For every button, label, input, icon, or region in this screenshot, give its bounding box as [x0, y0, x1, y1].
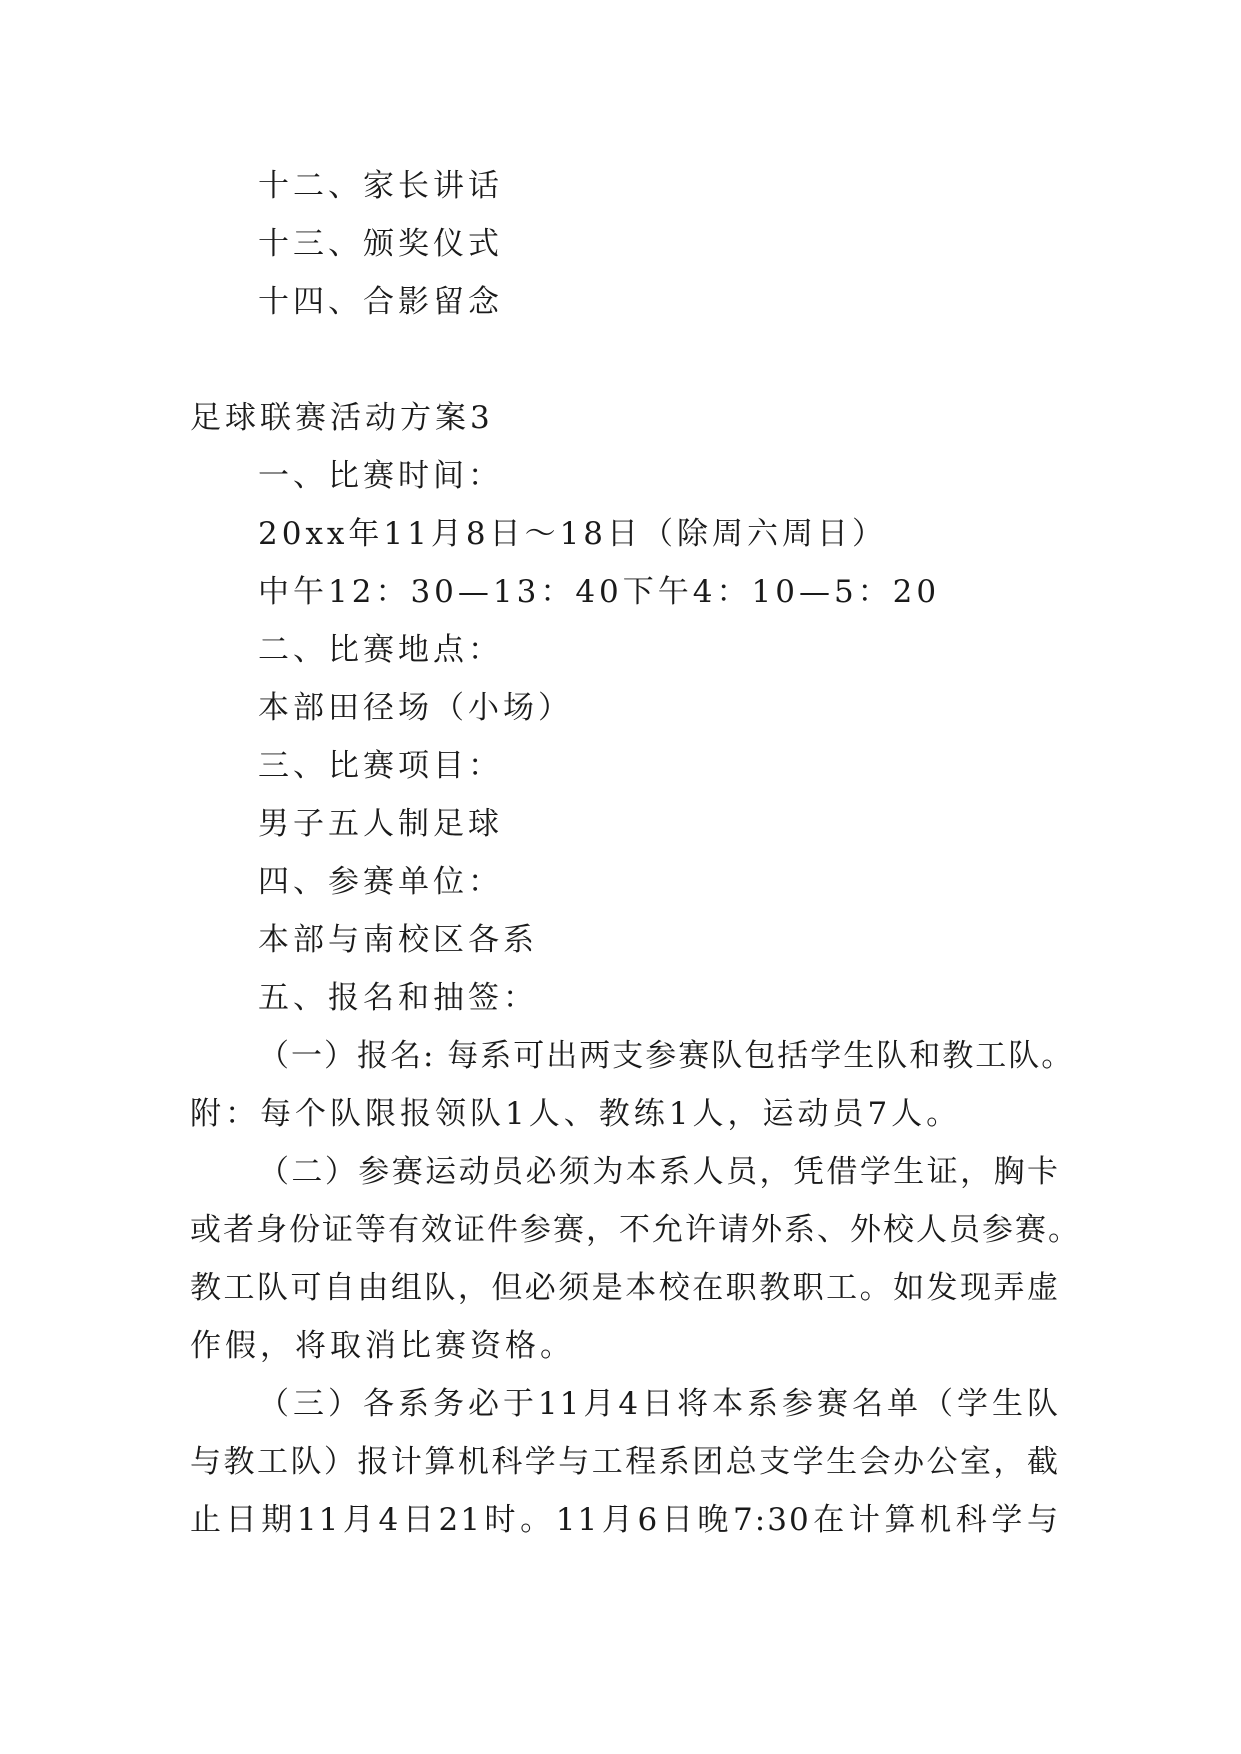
heading-participants: 四、参赛单位： — [258, 864, 503, 900]
paragraph-2-line-2: 或者身份证等有效证件参赛，不允许请外系、外校人员参赛。 — [190, 1212, 1081, 1248]
list-item-12: 十二、家长讲话 — [258, 168, 503, 204]
paragraph-2-line-3: 教工队可自由组队，但必须是本校在职教职工。如发现弄虚 — [190, 1270, 1060, 1306]
time-hours: 中午12：30—13：40下午4：10—5：20 — [258, 574, 941, 610]
paragraph-2-line-1: （二）参赛运动员必须为本系人员，凭借学生证，胸卡 — [258, 1154, 1060, 1190]
paragraph-3-line-3: 止日期11月4日21时。11月6日晚7:30在计算机科学与 — [190, 1502, 1060, 1538]
heading-registration: 五、报名和抽签： — [258, 980, 538, 1016]
list-item-14: 十四、合影留念 — [258, 284, 503, 320]
heading-time: 一、比赛时间： — [258, 458, 503, 494]
section-title: 足球联赛活动方案3 — [190, 400, 494, 436]
participants-text: 本部与南校区各系 — [258, 922, 538, 958]
location-text: 本部田径场（小场） — [258, 690, 573, 726]
paragraph-3-line-1: （三）各系务必于11月4日将本系参赛名单（学生队 — [258, 1386, 1060, 1422]
event-text: 男子五人制足球 — [258, 806, 503, 842]
paragraph-2-line-4: 作假，将取消比赛资格。 — [190, 1328, 575, 1364]
time-dates: 20xx年11月8日～18日（除周六周日） — [258, 516, 888, 552]
heading-location: 二、比赛地点： — [258, 632, 503, 668]
paragraph-1-line-2: 附：每个队限报领队1人、教练1人，运动员7人。 — [190, 1096, 962, 1132]
heading-event: 三、比赛项目： — [258, 748, 503, 784]
list-item-13: 十三、颁奖仪式 — [258, 226, 503, 262]
paragraph-1-line-1: （一）报名: 每系可出两支参赛队包括学生队和教工队。 — [258, 1038, 1075, 1074]
paragraph-3-line-2: 与教工队）报计算机科学与工程系团总支学生会办公室，截 — [190, 1444, 1060, 1480]
